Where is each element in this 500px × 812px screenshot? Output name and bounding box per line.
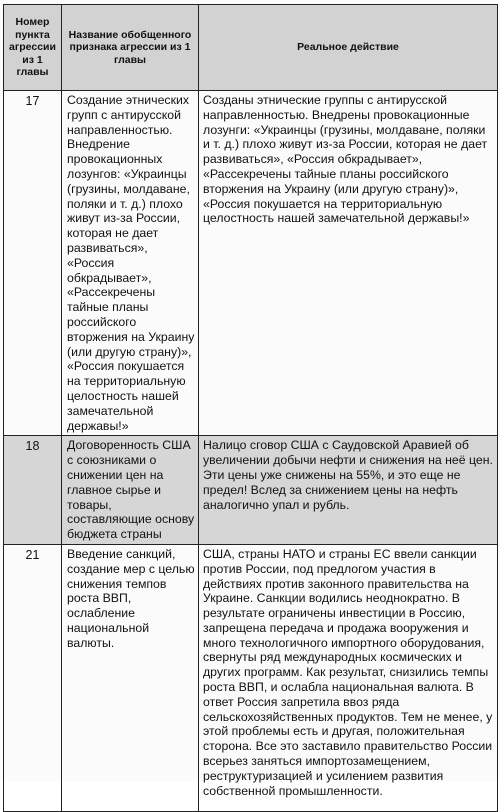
row-action: США, страны НАТО и страны ЕС ввели санкции против России, под предлогом участия в действиях против законного правительства на Украине. Санкции водились неоднократно. В результате ограничены инвестиции в Россию, запрещена передача и продажа вооружения и много технологичного импортного оборудования, свернуты ряд международных космических и других программ. Как результат, снизились темпы роста ВВП, и ослабла национальная валюта. В ответ Россия запретила ввоз ряда сельскохозяйственных продуктов. Тем не менее, у этой проблемы есть и другая, положительная сторона. Все это заставило правительство России всерьез заняться импортозамещением, реструктуризацией и усилением развития собственной промышленности. <box>199 544 498 811</box>
header-number: Номер пункта агрессии из 1 главы <box>4 5 62 91</box>
table-row <box>4 436 498 545</box>
row-feature: Создание этнических групп с антирусской направленностью. Внедрение провокационных лозунгов: «Украинцы (грузины, молдаване, поляки и т. д.) плохо живут из-за России, которая не дает развиваться», «Россия обкрадывает», «Рассекречены тайные планы российского вторжения на Украину (или другую страну)», «Россия покушается на территориальную целостность нашей замечательной державы!» <box>62 91 199 436</box>
table-row <box>4 91 498 436</box>
row-number: 17 <box>4 91 62 436</box>
row-action: Созданы этнические группы с антирусской направленностью. Внедрены провокационные лозунги: «Украинцы (грузины, молдаване, поляки и т. д.) плохо живут из-за России, которая не дает развиваться», «Россия обкрадывает», «Рассекречены тайные планы российского вторжения на Украину (или другую страну)», «Россия покушается на территориальную целостность нашей замечательной державы!» <box>199 91 498 436</box>
table-header-row <box>4 5 498 91</box>
header-action: Реальное действие <box>199 5 498 91</box>
aggression-table <box>3 4 498 812</box>
header-feature: Название обобщенного признака агрессии из 1 главы <box>62 5 199 91</box>
row-number: 18 <box>4 436 62 545</box>
row-number: 21 <box>4 544 62 811</box>
row-feature: Договоренность США с союзниками о снижении цен на главное сырье и товары, составляющие основу бюджета страны <box>62 436 199 545</box>
row-feature: Введение санкций, создание мер с целью снижения темпов роста ВВП, ослабление национальной валюты. <box>62 544 199 811</box>
table-row <box>4 544 498 811</box>
row-action: Налицо сговор США с Саудовской Аравией об увеличении добычи нефти и снижения на неё цен. Эти цены уже снижены на 55%, и это еще не предел! Вслед за снижением цены на нефть аналогично упал и рубль. <box>199 436 498 545</box>
